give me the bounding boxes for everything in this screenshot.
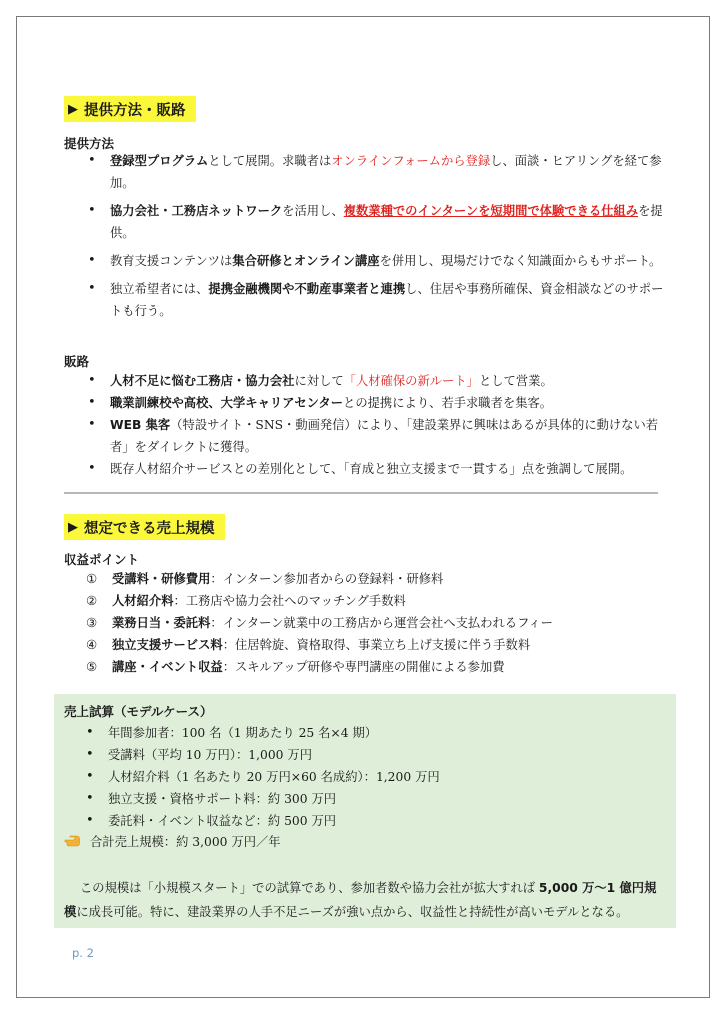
list-item: • 委託料・イベント収益など：約 500 万円 bbox=[84, 810, 644, 832]
revenue-points-list bbox=[86, 568, 666, 678]
list-item: • 登録型プログラムとして展開。求職者はオンラインフォームから登録し、面談・ヒアリングを経て参加。 bbox=[86, 150, 668, 194]
subheading-sales: 販路 bbox=[64, 354, 90, 369]
list-item: • 教育支援コンテンツは集合研修とオンライン講座を併用し、現場だけでなく知識面からもサポート。 bbox=[86, 250, 668, 272]
page-number: p. 2 bbox=[72, 946, 94, 960]
summary-paragraph: この規模は「小規模スタート」での試算であり、参加者数や協力会社が拡大すれば 5,000 万〜1 億円規模に成長可能。特に、建設業界の人手不足ニーズが強い点から、収益性と持続性が高いモデルとなる。 bbox=[64, 881, 657, 919]
total-line bbox=[64, 832, 281, 850]
list-item: ① 受講料・研修費用 ：インターン参加者からの登録料・研修料 bbox=[86, 572, 444, 586]
section-title: 想定できる売上規模 bbox=[84, 520, 215, 537]
estimate-list bbox=[84, 722, 644, 832]
list-item: • 人材不足に悩む工務店・協力会社に対して「人材確保の新ルート」として営業。 bbox=[86, 370, 668, 392]
list-item: • 人材紹介料（1 名あたり 20 万円×60 名成約）：1,200 万円 bbox=[84, 766, 644, 788]
list-item: ③ 業務日当・委託料 ：インターン就業中の工務店から運営会社へ支払われるフィー bbox=[86, 616, 553, 630]
list-item: • 独立支援・資格サポート料：約 300 万円 bbox=[84, 788, 644, 810]
sales-list bbox=[86, 370, 668, 480]
list-item: • WEB 集客（特設サイト・SNS・動画発信）により、「建設業界に興味はあるが具体的に動けない若者」をダイレクトに獲得。 bbox=[86, 414, 668, 458]
total-text: 合計売上規模：約 3,000 万円／年 bbox=[90, 835, 281, 849]
triangle-icon: ▶ bbox=[68, 101, 78, 117]
divider bbox=[64, 492, 658, 494]
list-item: ④ 独立支援サービス料 ：住居斡旋、資格取得、事業立ち上げ支援に伴う手数料 bbox=[86, 638, 531, 652]
section-heading-revenue bbox=[64, 514, 225, 540]
method-list bbox=[86, 150, 668, 328]
subheading-method: 提供方法 bbox=[64, 136, 115, 151]
section-title: 提供方法・販路 bbox=[84, 102, 186, 119]
section-heading-provision bbox=[64, 96, 196, 122]
list-item: • 年間参加者：100 名（1 期あたり 25 名×4 期） bbox=[84, 722, 644, 744]
list-item: • 受講料（平均 10 万円）：1,000 万円 bbox=[84, 744, 644, 766]
subheading-revenue-points: 収益ポイント bbox=[64, 552, 140, 567]
list-item: • 独立希望者には、提携金融機関や不動産事業者と連携し、住居や事務所確保、資金相談などのサポートも行う。 bbox=[86, 278, 668, 322]
list-item: • 既存人材紹介サービスとの差別化として、「育成と独立支援まで一貫する」点を強調して展開。 bbox=[86, 458, 668, 480]
list-item: ⑤ 講座・イベント収益 ：スキルアップ研修や専門講座の開催による参加費 bbox=[86, 660, 505, 674]
list-item: ② 人材紹介料 ：工務店や協力会社へのマッチング手数料 bbox=[86, 594, 406, 608]
pointing-hand-icon bbox=[64, 835, 80, 847]
estimate-title: 売上試算（モデルケース） bbox=[64, 704, 213, 719]
estimate-box bbox=[54, 694, 676, 928]
list-item: • 協力会社・工務店ネットワークを活用し、複数業種でのインターンを短期間で体験できる仕組みを提供。 bbox=[86, 200, 668, 244]
list-item: • 職業訓練校や高校、大学キャリアセンターとの提携により、若手求職者を集客。 bbox=[86, 392, 668, 414]
triangle-icon: ▶ bbox=[68, 519, 78, 535]
